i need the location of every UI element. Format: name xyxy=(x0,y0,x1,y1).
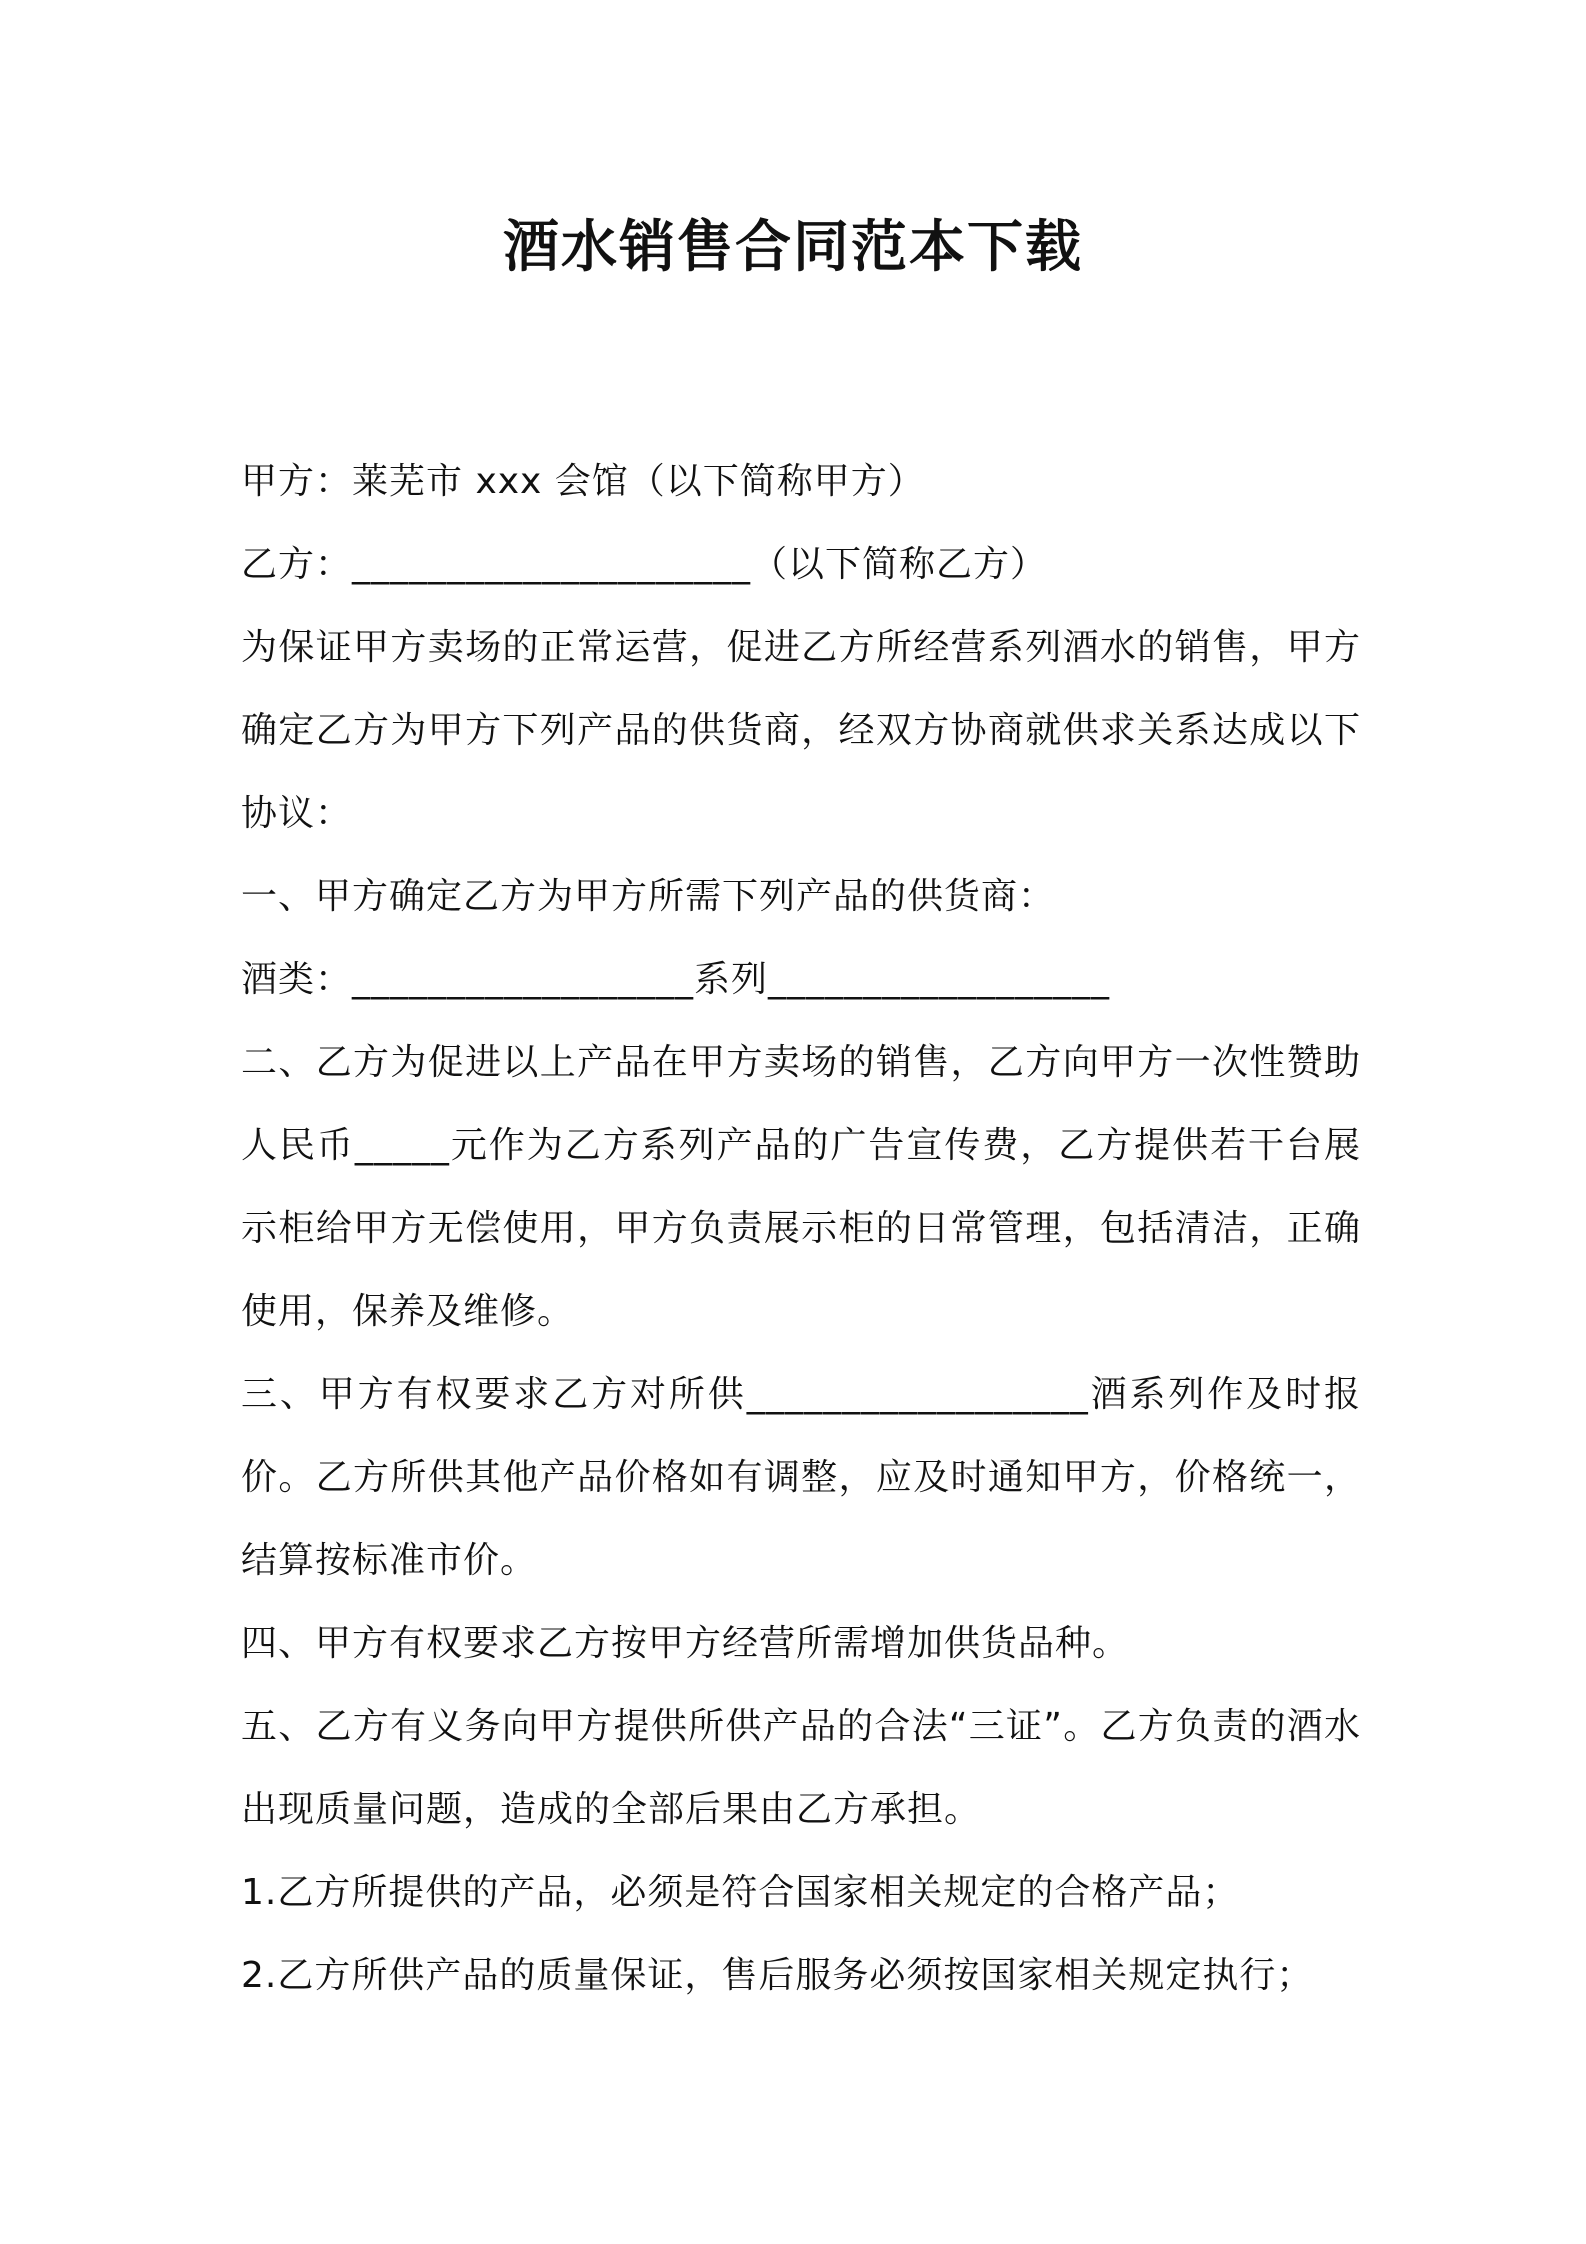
document-title: 酒水销售合同范本下载 xyxy=(503,215,1083,280)
clause-2: 二、乙方为促进以上产品在甲方卖场的销售，乙方向甲方一次性赞助人民币_____元作为乙方系列产品的广告宣传费，乙方提供若干台展示柜给甲方无偿使用，甲方负责展示柜的日常管理，包括清洁，正确使用，保养及维修。 xyxy=(241,1042,1361,1332)
clause-5: 五、乙方有义务向甲方提供所供产品的合法“三证”。乙方负责的酒水出现质量问题，造成的全部后果由乙方承担。 xyxy=(241,1706,1361,1830)
party-b-line: 乙方：_____________________（以下简称乙方） xyxy=(241,544,1048,585)
clause-5-item-2: 2.乙方所供产品的质量保证，售后服务必须按国家相关规定执行； xyxy=(241,1955,1314,1996)
clause-3: 三、甲方有权要求乙方对所供__________________酒系列作及时报价。乙方所供其他产品价格如有调整，应及时通知甲方，价格统一，结算按标准市价。 xyxy=(241,1374,1361,1581)
liquor-type-line: 酒类：__________________系列__________________ xyxy=(241,959,1111,1000)
clause-1: 一、甲方确定乙方为甲方所需下列产品的供货商： xyxy=(241,876,1056,917)
document-body xyxy=(241,440,1361,2017)
clause-5-item-1: 1.乙方所提供的产品，必须是符合国家相关规定的合格产品； xyxy=(241,1872,1240,1913)
clause-4: 四、甲方有权要求乙方按甲方经营所需增加供货品种。 xyxy=(241,1623,1130,1664)
preamble-paragraph: 为保证甲方卖场的正常运营，促进乙方所经营系列酒水的销售，甲方确定乙方为甲方下列产品的供货商，经双方协商就供求关系达成以下协议： xyxy=(241,627,1361,834)
party-a-line: 甲方：莱芜市 xxx 会馆（以下简称甲方） xyxy=(241,461,925,502)
